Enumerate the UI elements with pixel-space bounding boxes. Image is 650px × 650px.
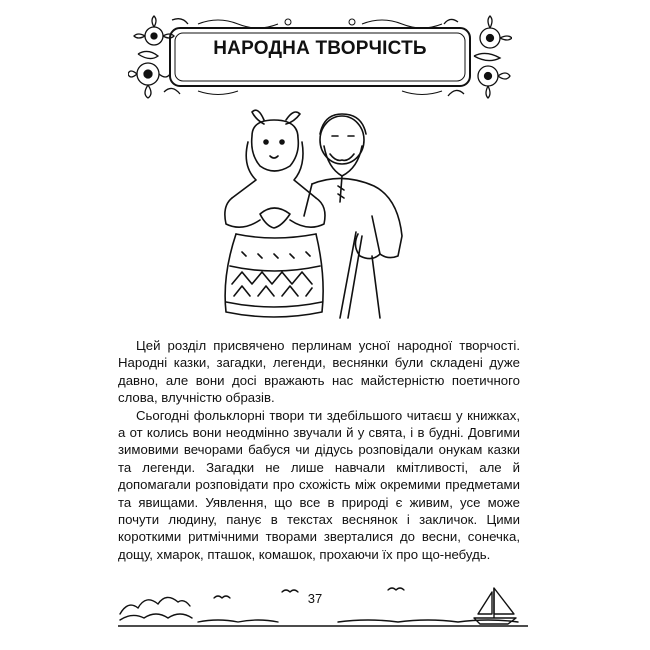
sailboat-icon (474, 588, 516, 624)
paragraph: Сьогодні фольклорні твори ти здебільшого читаєш у книжках, а от колись вони неодмінно звучали й у свята, і в будні. Довгими зимовими вечорами бабуся чи дідусь розповідали онукам казки та легенди. Загадки не лише навчали кмітливості, але й допомагали розповідати про схожість між окремими предметами та явищами. Уявлення, що все в природі є живим, усе може почути людину, панує в текстах веснянок і закличок. Цими короткими ритмічними творами зверталися до весни, сонечка, дощу, хмарок, пташок, комашок, прохаючи їх про що-небудь. (118, 407, 520, 562)
page-title: НАРОДНА ТВОРЧІСТЬ (213, 38, 427, 59)
grandparents-icon (212, 106, 422, 328)
body-text (118, 337, 520, 563)
page-number: 37 (307, 591, 323, 606)
grandparents-illustration (212, 106, 422, 328)
paragraph: Цей розділ присвячено перлинам усної народної творчості. Народні казки, загадки, легенди, веснянки були складені дуже давно, але вони досі вражають нас майстерністю поетичного слова, влучністю образів. (118, 338, 520, 406)
